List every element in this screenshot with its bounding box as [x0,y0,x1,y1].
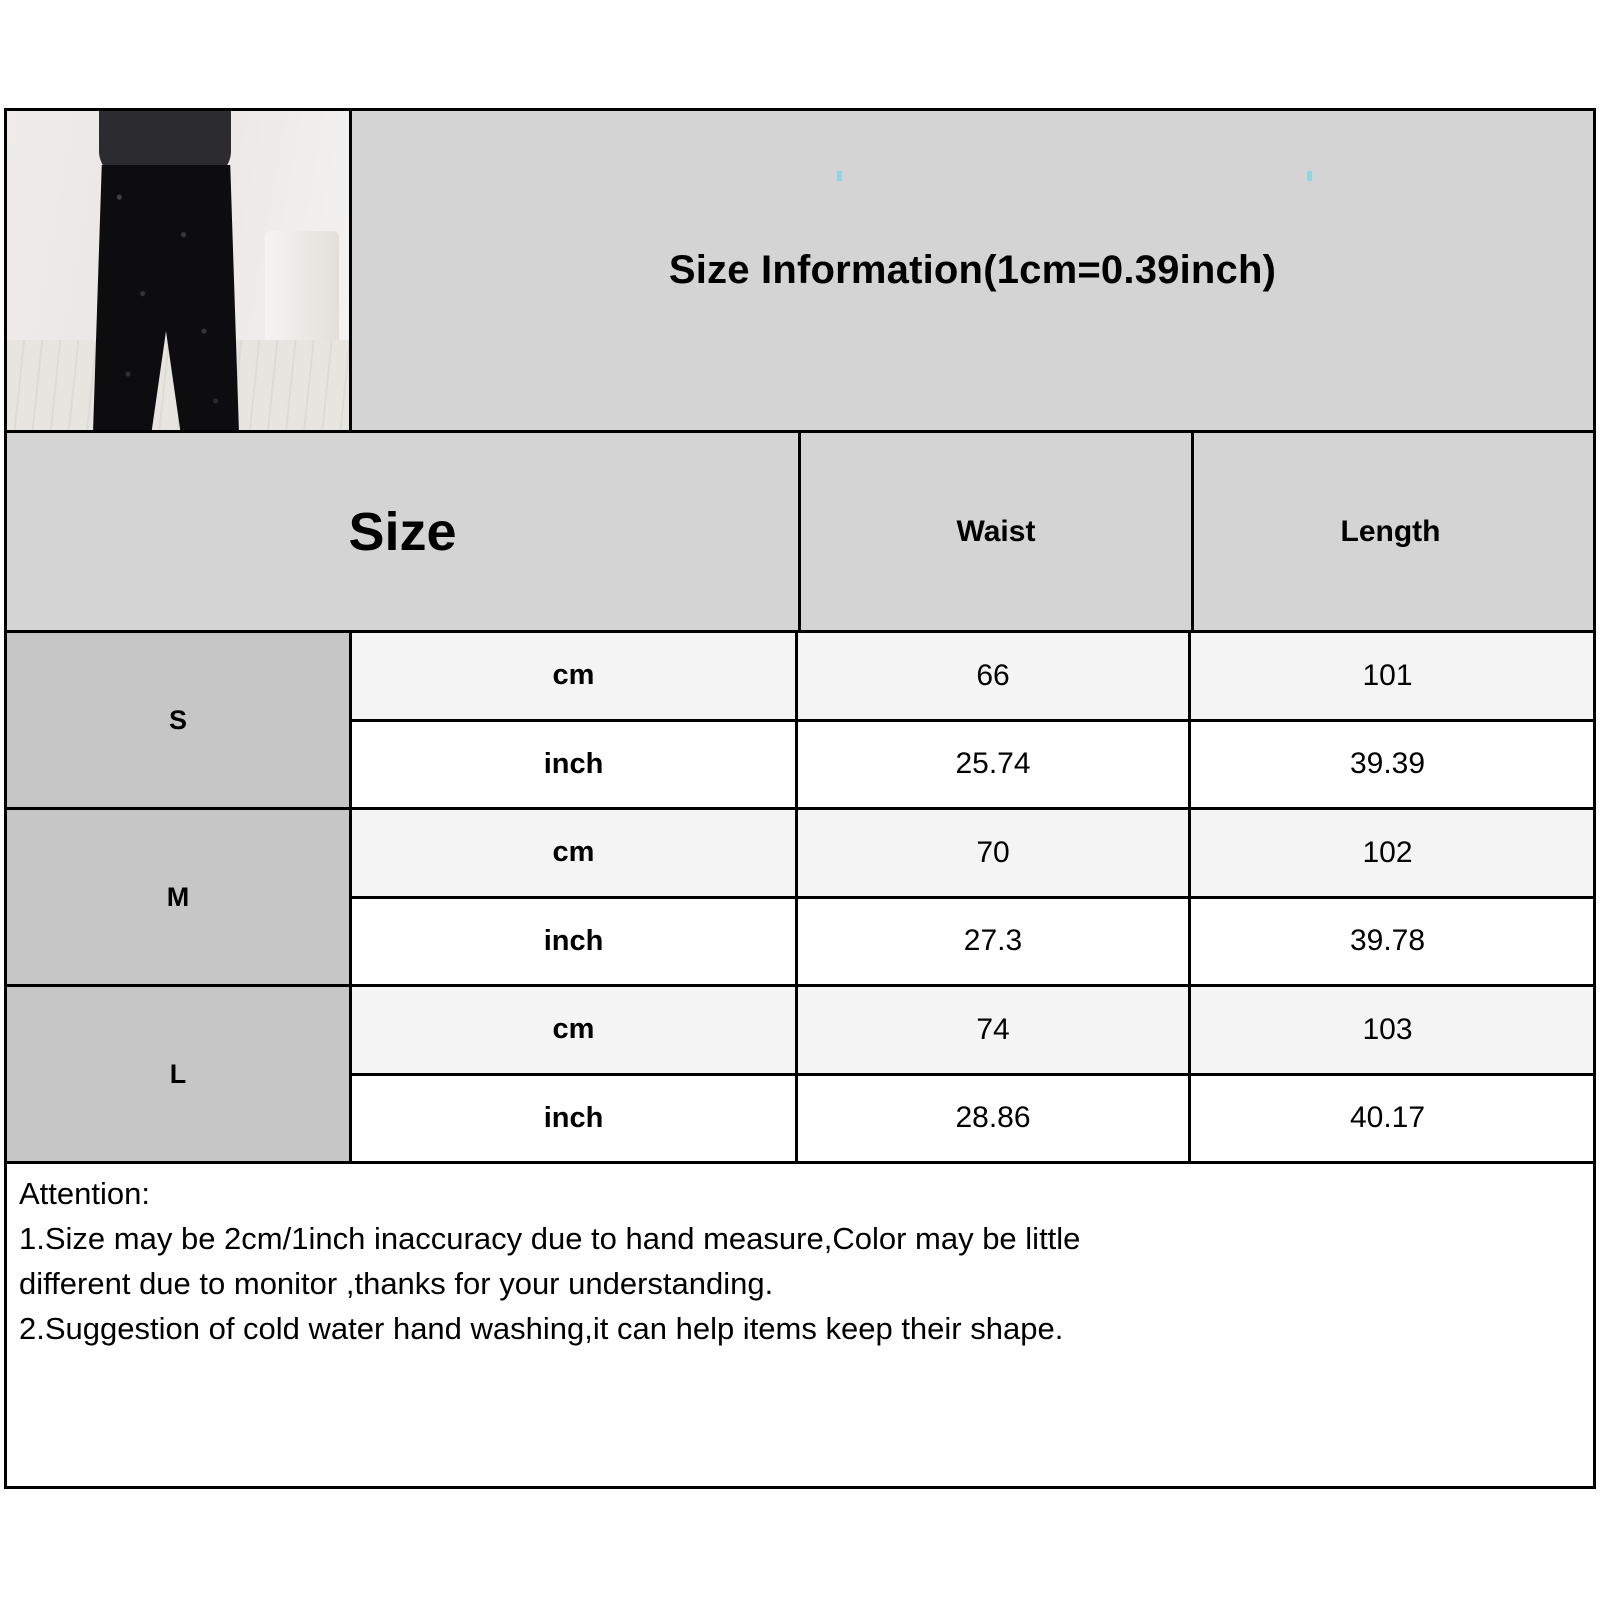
chart-header-row [7,111,1593,433]
attention-line-2: 2.Suggestion of cold water hand washing,it can help items keep their shape. [19,1310,1064,1346]
attention-line-1b: different due to monitor ,thanks for your understanding. [19,1265,774,1301]
unit-cell: cm [352,810,798,896]
length-cell: 40.17 [1349,1101,1426,1135]
table-row [352,987,1593,1076]
product-photo [7,111,352,430]
waist-cell: 66 [798,633,1191,719]
unit-cell: inch [352,899,798,985]
decorative-mark [837,171,842,181]
attention-heading: Attention: [19,1176,150,1211]
photo-curtain [265,231,339,358]
length-cell: 39.78 [1349,924,1426,958]
decorative-mark [1307,171,1312,181]
length-cell: 39.39 [1349,747,1426,781]
unit-cell: inch [352,1076,798,1162]
column-header-row [7,433,1593,633]
attention-line-1a: 1.Size may be 2cm/1inch inaccuracy due to hand measure,Color may be little [19,1220,1081,1256]
size-rows-m [352,810,1593,984]
table-row [352,810,1593,899]
table-row [352,722,1593,808]
waist-cell: 28.86 [798,1076,1191,1162]
waist-cell: 70 [798,810,1191,896]
size-label-m: M [7,810,352,984]
column-header-size [7,433,801,630]
attention-spacer [19,1352,1583,1472]
table-row-group-l [7,987,1593,1164]
column-header-waist-label: Waist [956,514,1036,548]
column-header-length [1194,433,1587,630]
chart-title-cell [352,111,1593,430]
waist-cell: 74 [798,987,1191,1073]
table-row [352,1076,1593,1162]
unit-cell: inch [352,722,798,808]
page-title: Size Information(1cm=0.39inch) [668,248,1277,292]
length-cell: 102 [1362,835,1413,869]
table-row [352,633,1593,722]
attention-notes [7,1164,1593,1486]
unit-cell: cm [352,987,798,1073]
size-rows-s [352,633,1593,807]
table-row-group-s [7,633,1593,810]
table-row [352,899,1593,985]
column-header-size-label: Size [348,501,457,562]
size-rows-l [352,987,1593,1161]
waist-cell: 25.74 [798,722,1191,808]
table-row-group-m [7,810,1593,987]
size-chart-table [4,108,1596,1489]
length-cell: 101 [1362,658,1413,692]
column-header-length-label: Length [1340,514,1441,548]
size-label-l: L [7,987,352,1161]
waist-cell: 27.3 [798,899,1191,985]
unit-cell: cm [352,633,798,719]
column-header-waist [801,433,1194,630]
size-label-s: S [7,633,352,807]
length-cell: 103 [1362,1012,1413,1046]
